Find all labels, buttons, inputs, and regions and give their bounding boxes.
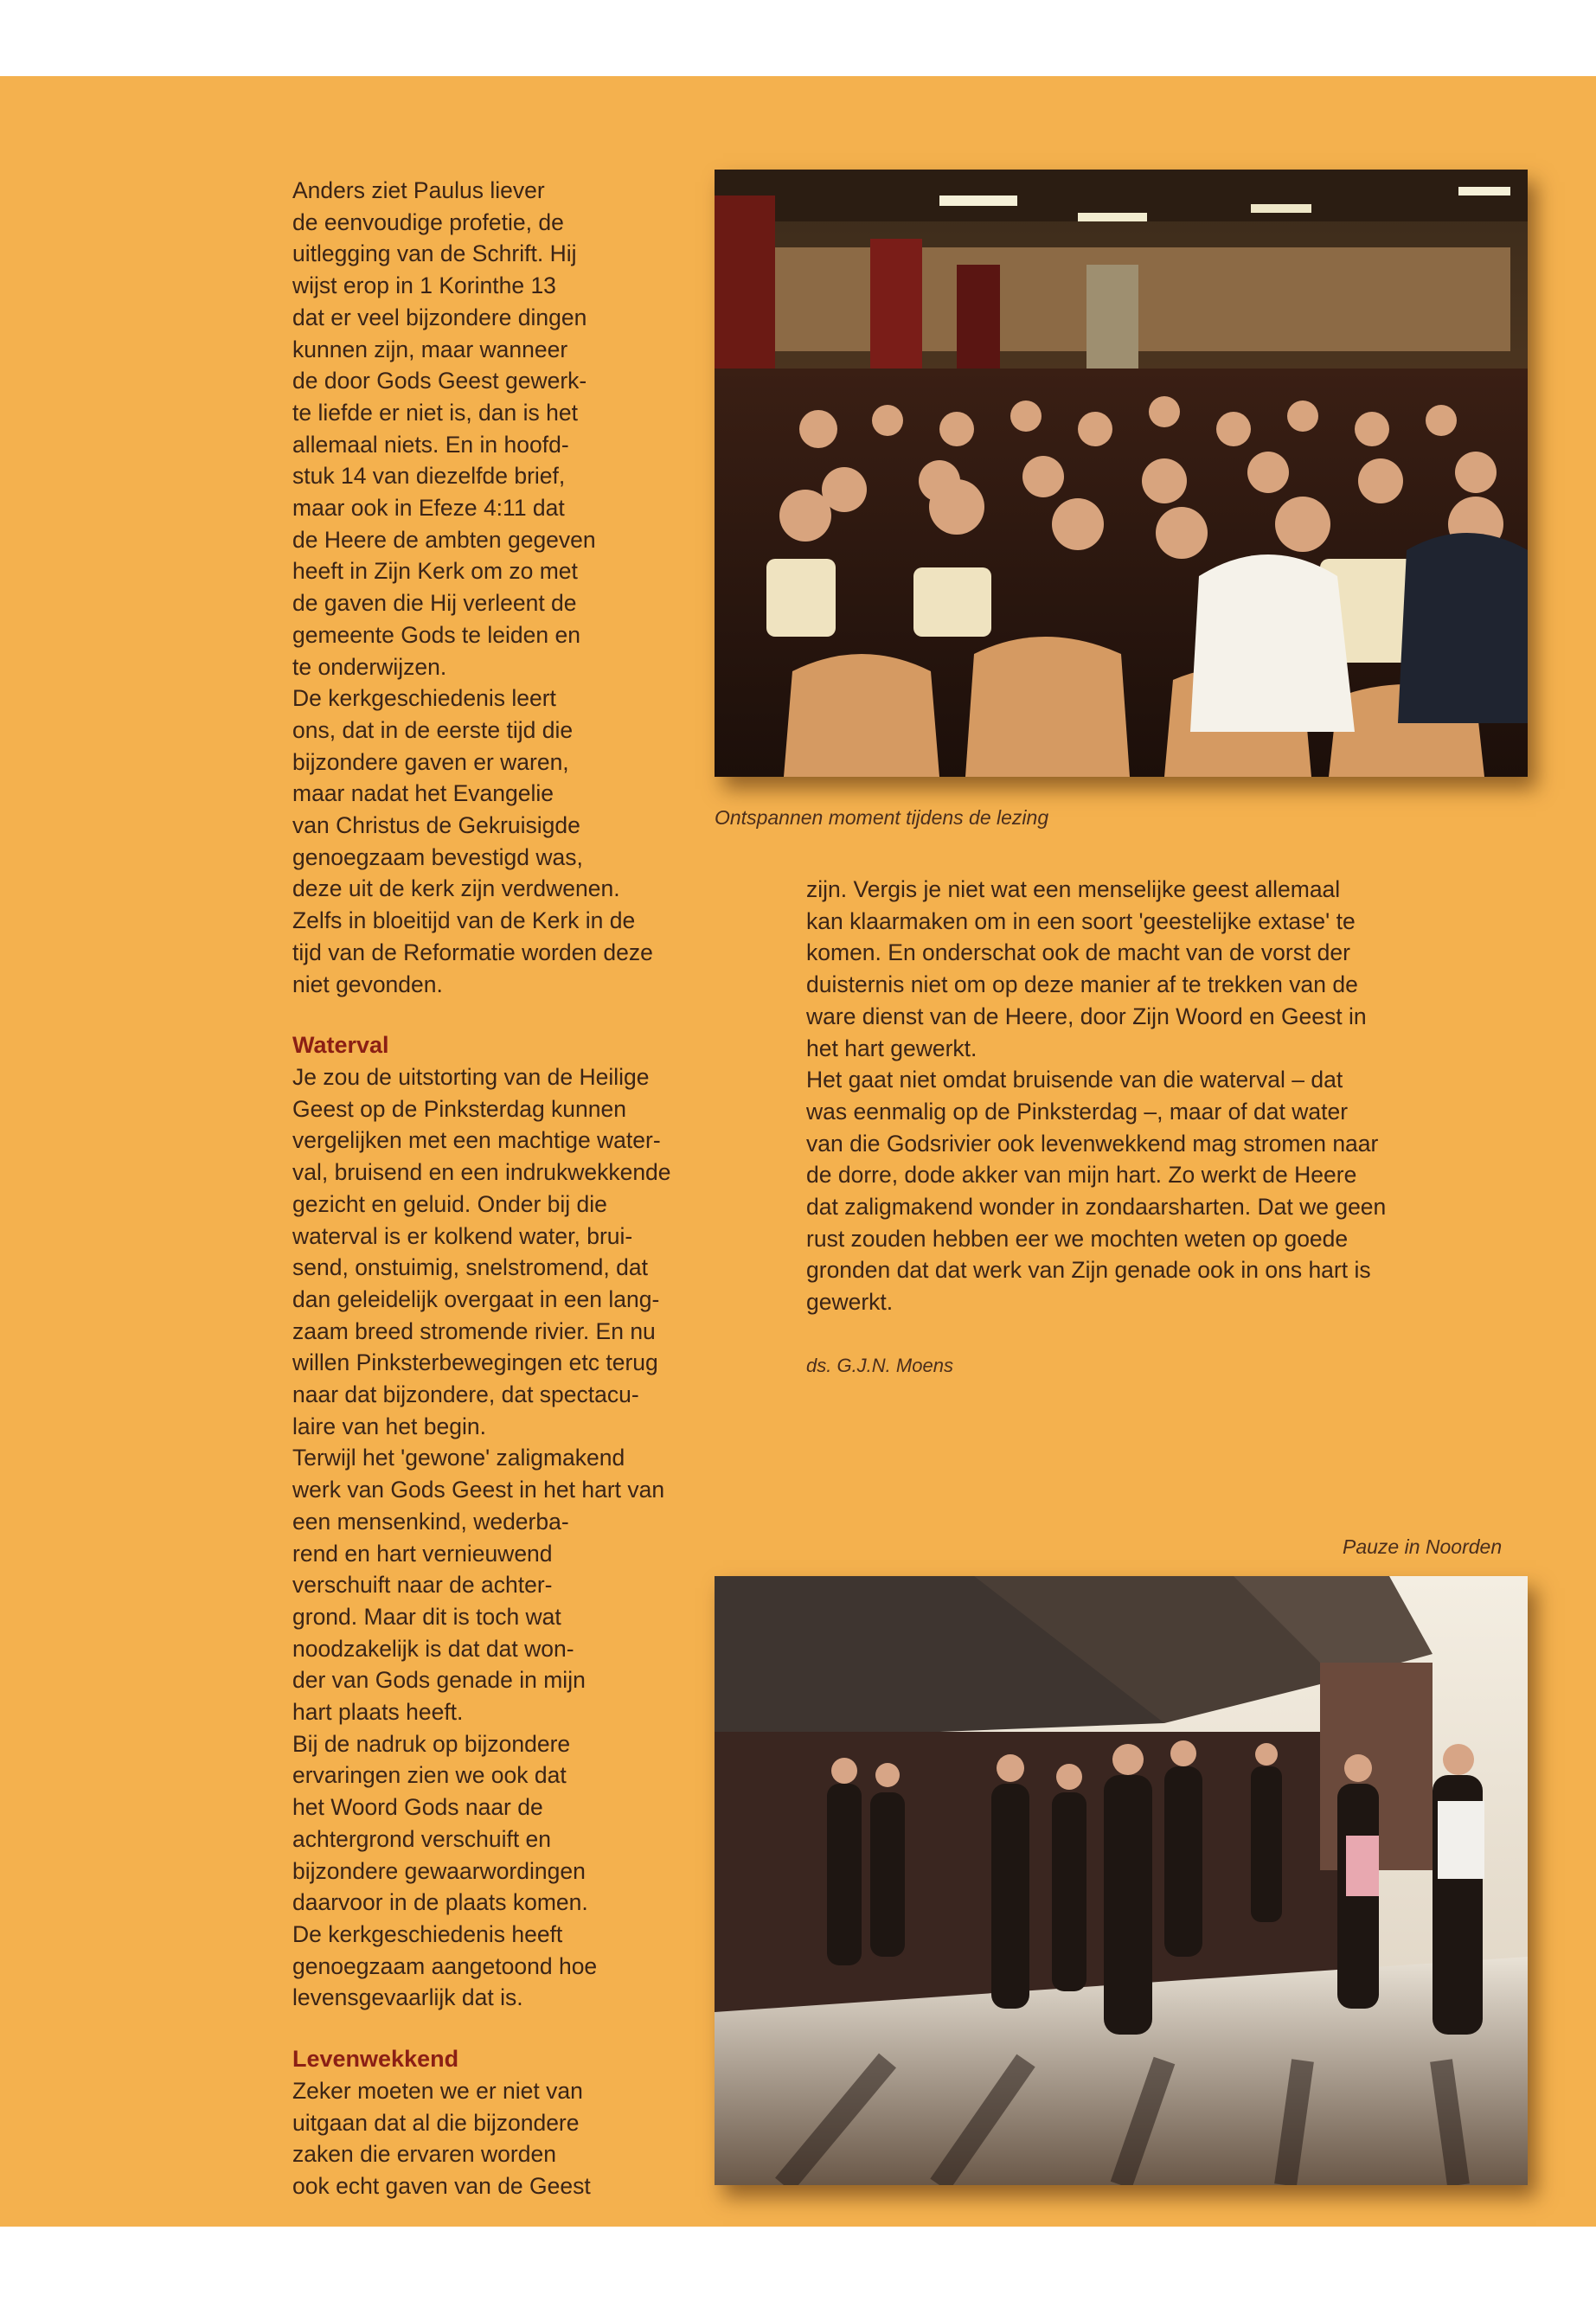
pause-photo-image [715,1576,1528,2185]
text-line: rust zouden hebben eer we mochten weten op goede [806,1225,1349,1252]
text-line: kan klaarmaken om in een soort 'geestelijke extase' te [806,907,1356,934]
text-line: van die Godsrivier ook levenwekkend mag stromen naar [806,1130,1379,1157]
column1-levenwekkend-text [292,2075,591,2202]
column1-intro [292,175,653,1000]
text-line: zijn. Vergis je niet wat een menselijke geest allemaal [806,876,1341,902]
lecture-photo [715,170,1528,777]
text-line: De kerkgeschiedenis leert [292,685,556,712]
text-line: dan geleidelijk overgaat in een lang- [292,1285,660,1312]
text-line: laire van het begin. [292,1413,486,1439]
text-line: Anders ziet Paulus liever [292,177,545,203]
pause-photo-caption: Pauze in Noorden [1343,1535,1503,1558]
heading-levenwekkend: Levenwekkend [292,2046,459,2072]
text-line: willen Pinksterbewegingen etc terug [292,1349,658,1376]
text-line: noodzakelijk is dat dat won- [292,1635,574,1662]
text-line: niet gevonden. [292,971,443,997]
text-line: gewerkt. [806,1289,894,1316]
text-line: send, onstuimig, snelstromend, dat [292,1254,648,1281]
author-signature: ds. G.J.N. Moens [806,1355,953,1376]
text-line: Zeker moeten we er niet van [292,2078,583,2104]
text-line: uitlegging van de Schrift. Hij [292,240,577,267]
heading-waterval: Waterval [292,1032,389,1058]
text-line: ervaringen zien we ook dat [292,1762,567,1789]
text-line: ook echt gaven van de Geest [292,2173,591,2200]
text-line: deze uit de kerk zijn verdwenen. [292,875,620,902]
text-line: De kerkgeschiedenis heeft [292,1920,563,1947]
text-line: duisternis niet om op deze manier af te trekken van de [806,971,1358,998]
text-line: Bij de nadruk op bijzondere [292,1730,571,1757]
text-line: het Woord Gods naar de [292,1794,543,1821]
text-line: de eenvoudige profetie, de [292,208,564,235]
text-line: van Christus de Gekruisigde [292,812,580,839]
text-line: bijzondere gewaarwordingen [292,1857,586,1884]
text-line: rend en hart vernieuwend [292,1540,553,1567]
text-line: Terwijl het 'gewone' zaligmakend [292,1445,625,1471]
text-line: gezicht en geluid. Onder bij die [292,1190,607,1217]
text-line: verschuift naar de achter- [292,1572,553,1599]
text-line: genoegzaam aangetoond hoe [292,1952,598,1979]
text-line: tijd van de Reformatie worden deze [292,939,653,965]
text-line: der van Gods genade in mijn [292,1667,586,1694]
text-line: Je zou de uitstorting van de Heilige [292,1064,650,1090]
text-line: het hart gewerkt. [806,1035,977,1061]
text-line: maar ook in Efeze 4:11 dat [292,495,565,522]
text-line: komen. En onderschat ook de macht van de vorst der [806,939,1350,966]
text-line: uitgaan dat al die bijzondere [292,2109,580,2136]
text-line: wijst erop in 1 Korinthe 13 [292,272,556,299]
text-line: te onderwijzen. [292,653,447,680]
text-line: vergelijken met een machtige water- [292,1127,661,1154]
text-line: dat zaligmakend wonder in zondaarsharten. Dat we geen [806,1194,1387,1221]
text-line: ware dienst van de Heere, door Zijn Woord en Geest in [806,1003,1367,1029]
text-line: allemaal niets. En in hoofd- [292,431,569,458]
text-line: hart plaats heeft. [292,1699,464,1726]
text-line: stuk 14 van diezelfde brief, [292,463,566,490]
column2-text [806,874,1386,1318]
text-line: zaken die ervaren worden [292,2141,556,2168]
text-line: naar dat bijzondere, dat spectacu- [292,1381,639,1408]
text-line: gronden dat dat werk van Zijn genade ook in ons hart is [806,1257,1371,1284]
text-line: de dorre, dode akker van mijn hart. Zo werkt de Heere [806,1162,1357,1189]
pause-photo [715,1576,1528,2185]
lecture-photo-caption: Ontspannen moment tijdens de lezing [715,806,1049,829]
text-line: bijzondere gaven er waren, [292,748,569,775]
text-line: Het gaat niet omdat bruisende van die waterval – dat [806,1067,1343,1093]
text-line: de door Gods Geest gewerk- [292,368,587,394]
text-line: grond. Maar dit is toch wat [292,1603,561,1630]
text-line: levensgevaarlijk dat is. [292,1984,523,2011]
text-line: maar nadat het Evangelie [292,780,554,807]
text-line: achtergrond verschuift en [292,1825,552,1852]
text-line: waterval is er kolkend water, brui- [292,1222,633,1249]
text-line: daarvoor in de plaats komen. [292,1889,588,1916]
text-line: val, bruisend en een indrukwekkende [292,1159,671,1186]
column1-waterval-text [292,1061,671,2014]
text-line: te liefde er niet is, dan is het [292,399,578,426]
text-line: gemeente Gods te leiden en [292,621,580,648]
lecture-photo-image [715,170,1528,777]
text-line: een mensenkind, wederba- [292,1508,569,1535]
text-line: de Heere de ambten gegeven [292,526,596,553]
text-line: Zelfs in bloeitijd van de Kerk in de [292,907,636,934]
text-line: werk van Gods Geest in het hart van [292,1477,665,1503]
text-line: was eenmalig op de Pinksterdag –, maar of dat water [806,1098,1349,1125]
text-line: ons, dat in de eerste tijd die [292,716,574,743]
text-line: dat er veel bijzondere dingen [292,304,587,330]
text-line: Geest op de Pinksterdag kunnen [292,1095,626,1122]
text-line: de gaven die Hij verleent de [292,590,577,617]
text-line: genoegzaam bevestigd was, [292,843,583,870]
text-line: kunnen zijn, maar wanneer [292,336,568,362]
text-line: zaam breed stromende rivier. En nu [292,1317,656,1344]
text-line: heeft in Zijn Kerk om zo met [292,558,578,585]
